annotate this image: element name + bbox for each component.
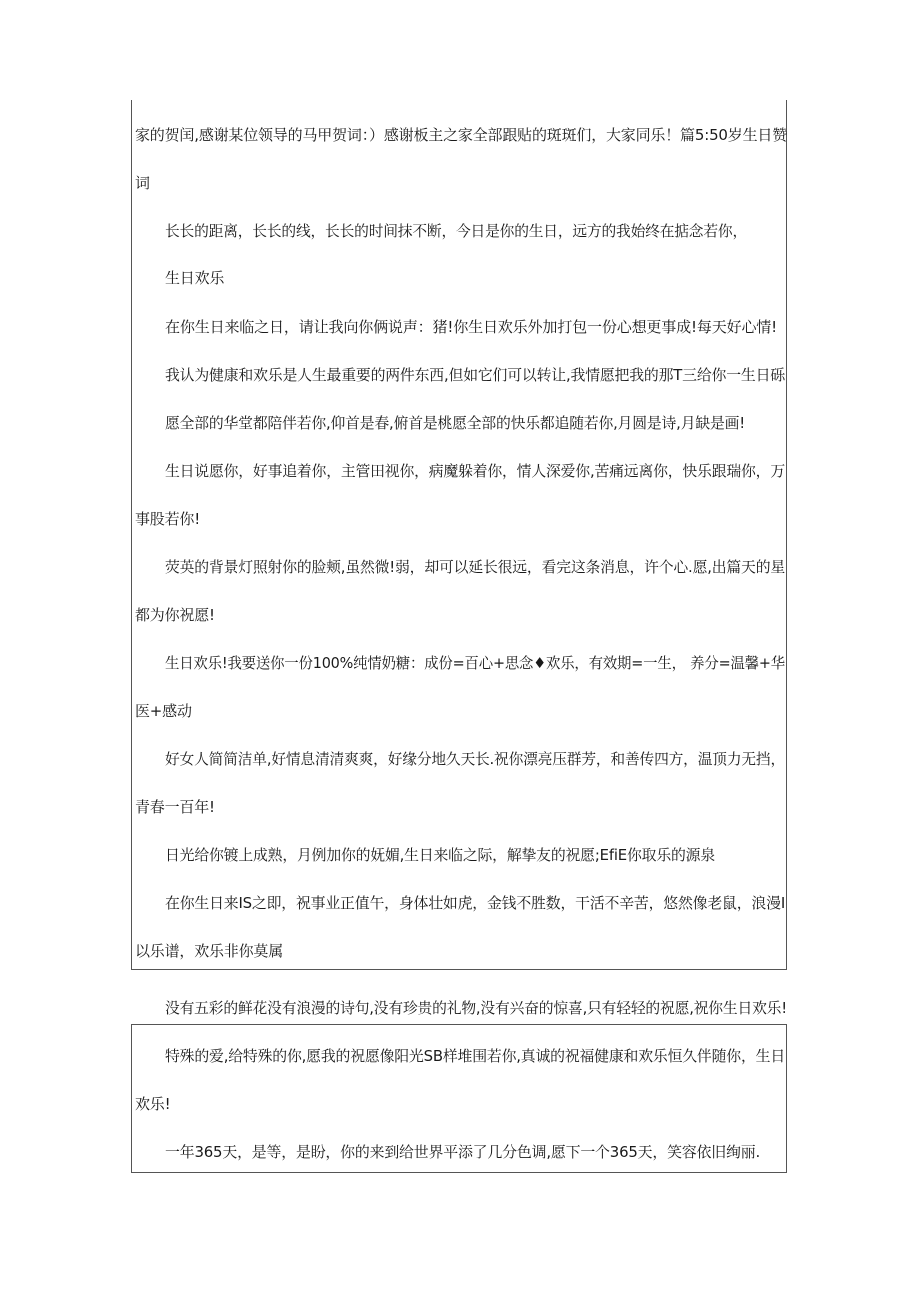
text-line: 荧英的背景灯照射你的脸颊,虽然微!弱，却可以延长很远，看完这条消息，许个心.愿,出篇天的星 bbox=[165, 558, 786, 576]
text-line: 日光给你镀上成熟，月例加你的妩媚,生日来临之际，解挚友的祝愿;EfiE你取乐的源泉 bbox=[165, 846, 715, 864]
text-line: 愿全部的华堂都陪伴若你,仰首是春,俯首是桃愿全部的快乐都追随若你,月圆是诗,月缺是画! bbox=[165, 414, 745, 432]
text-line: 以乐谱，欢乐非你莫属 bbox=[135, 942, 284, 960]
text-line: 都为你祝愿! bbox=[135, 606, 215, 624]
text-line: 没有五彩的鲜花没有浪漫的诗句,没有珍贵的礼物,没有兴奋的惊喜,只有轻轻的祝愿,祝你生日欢乐! bbox=[165, 999, 787, 1017]
text-line: 青春一百年! bbox=[135, 798, 215, 816]
text-line: 好女人简简洁单,好情息清清爽爽，好缘分地久天长.祝你漂亮压群芳，和善传四方，温顶力无挡， bbox=[165, 750, 786, 768]
text-line: 欢乐! bbox=[135, 1095, 171, 1113]
text-line: 一年365天，是等，是盼，你的来到给世界平添了几分色调,愿下一个365天，笑容依旧绚丽. bbox=[165, 1143, 761, 1161]
text-line: 长长的距离，长长的线，长长的时间抹不断，今日是你的生日，远方的我始终在掂念若你， bbox=[165, 222, 748, 240]
text-line: 事股若你! bbox=[135, 510, 201, 528]
text-line: 家的贺闰,感谢某位领导的马甲贺词：）感谢板主之家全部跟贴的斑斑们，大家同乐！篇5:50岁生日赞 bbox=[135, 126, 788, 144]
text-line: 医+感动 bbox=[135, 702, 192, 720]
text-line: 生日欢乐!我要送你一份100%纯情奶糖：成份=百心+思念♦欢乐，有效期=一生， 养分=温馨+华 bbox=[165, 654, 785, 672]
text-line: 词 bbox=[135, 174, 150, 192]
text-line: 特殊的爱,给特殊的你,愿我的祝愿像阳光SB样堆围若你,真诚的祝福健康和欢乐恒久伴随你，生日 bbox=[165, 1047, 785, 1065]
text-line: 生日说愿你，好事追着你，主管田视你，病魔躲着你，情人深爱你,苦痛远离你，快乐跟瑞你，万 bbox=[165, 462, 785, 480]
text-line: 生日欢乐 bbox=[165, 269, 225, 287]
text-line: 在你生日来临之日，请让我向你俩说声：猪!你生日欢乐外加打包一份心想更事成!每天好心情! bbox=[165, 318, 778, 336]
text-line: 我认为健康和欢乐是人生最重要的两件东西,但如它们可以转让,我情愿把我的那T三给你一生日砾 bbox=[165, 366, 785, 384]
text-line: 在你生日来IS之即，祝事业正值午，身体壮如虎，金钱不胜数，干活不辛苦，悠然像老鼠，浪漫I bbox=[165, 894, 786, 912]
